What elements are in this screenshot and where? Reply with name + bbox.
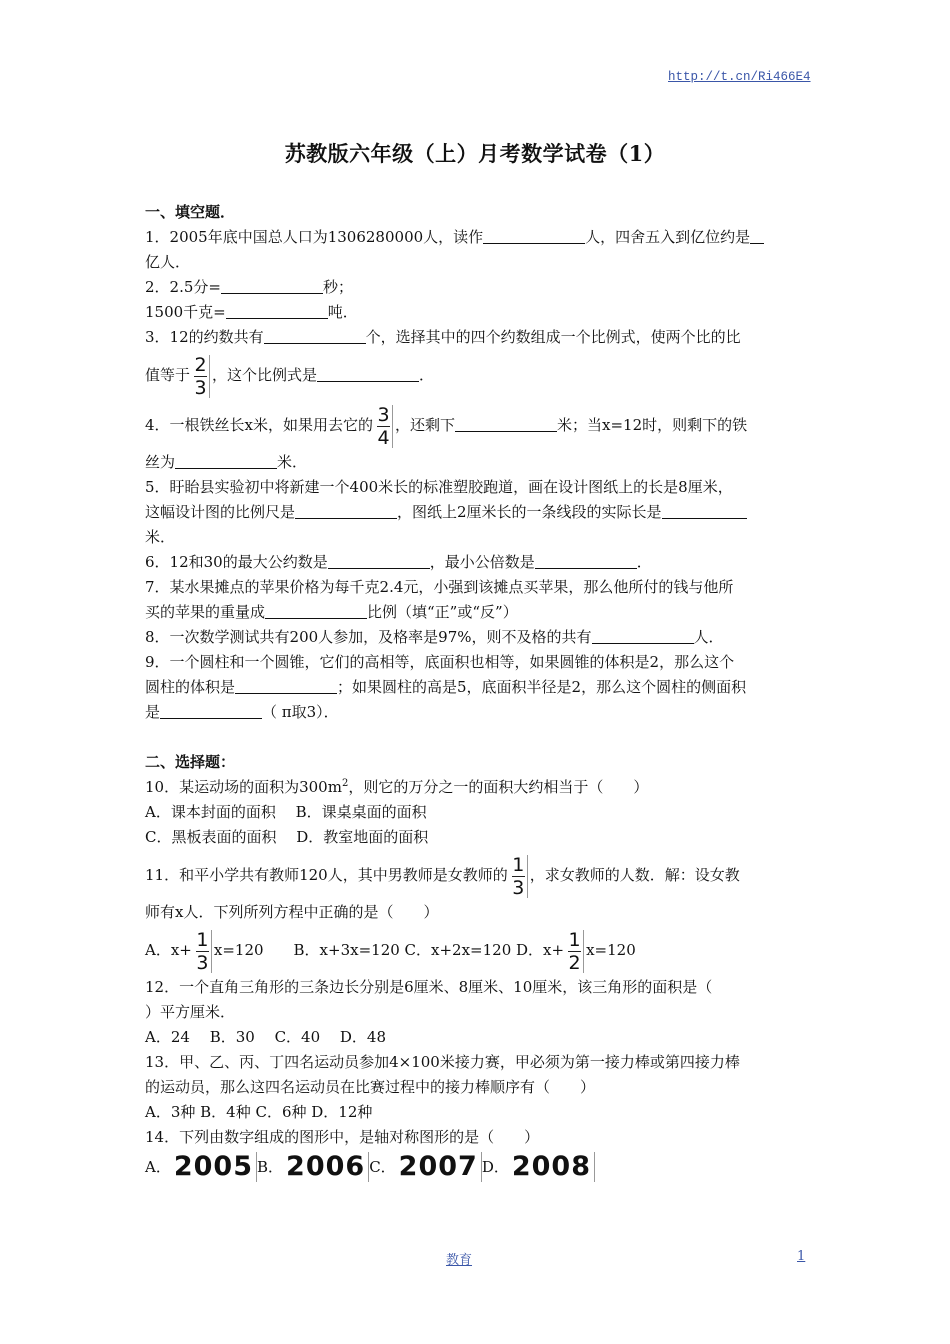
question-12-cont (145, 1000, 810, 1025)
fraction-numerator: 2 (194, 353, 207, 376)
q6-text: ． (636, 553, 652, 571)
q13-text: 13．甲、乙、丙、丁四名运动员参加4×100米接力赛，甲必须为第一接力棒或第四接力棒 (145, 1053, 740, 1071)
q1-text: 1．2005年底中国总人口为1306280000人，读作 (145, 228, 484, 246)
question-4 (145, 400, 810, 450)
number-figure-2006: 2006 (283, 1152, 369, 1182)
q3-text: ． (419, 366, 435, 384)
question-9 (145, 650, 810, 675)
answer-blank[interactable] (317, 364, 419, 382)
question-10-options-ab (145, 800, 810, 825)
q12-text: ）平方厘米． (145, 1003, 236, 1021)
question-11-options (145, 925, 810, 975)
q3-text: 值等于 (145, 366, 191, 384)
q6-text: 6．12和30的最大公约数是 (145, 553, 328, 571)
q5-text: ，图纸上2厘米长的一条线段的实际长是 (397, 503, 662, 521)
exam-content (145, 200, 810, 1184)
answer-blank[interactable] (750, 226, 764, 244)
q6-text: ，最小公倍数是 (429, 553, 535, 571)
answer-blank[interactable] (535, 551, 637, 569)
question-13 (145, 1050, 810, 1075)
q11-text: 师有x人．下列所列方程中正确的是（ ） (145, 903, 439, 921)
q8-text: 8．一次数学测试共有200人参加，及格率是97%，则不及格的共有 (145, 628, 592, 646)
q3-text: 个，选择其中的四个约数组成一个比例式，使两个比的比 (365, 328, 741, 346)
section-heading-multiple-choice: 二、选择题： (145, 753, 236, 771)
footer-link[interactable]: 教育 (446, 1253, 473, 1268)
q11-text: ，求女教师的人数．解：设女教 (529, 866, 740, 884)
question-1-cont (145, 250, 810, 275)
question-14-options (145, 1150, 810, 1184)
fraction-denominator: 4 (377, 426, 390, 449)
question-13-options (145, 1100, 810, 1125)
fraction-numerator: 3 (377, 403, 390, 426)
q1-text: 亿人． (145, 253, 191, 271)
question-11 (145, 850, 810, 900)
number-figure-2007: 2007 (396, 1152, 482, 1182)
answer-blank[interactable] (264, 326, 366, 344)
question-6 (145, 550, 810, 575)
q4-text: 4．一根铁丝长x米，如果用去它的 (145, 416, 374, 434)
question-9-cont2 (145, 700, 810, 725)
q5-text: 这幅设计图的比例尺是 (145, 503, 296, 521)
question-10 (145, 775, 810, 800)
q10-superscript: 2 (341, 778, 349, 789)
answer-blank[interactable] (160, 701, 262, 719)
answer-blank[interactable] (483, 226, 585, 244)
answer-blank[interactable] (221, 276, 323, 294)
q7-text: 7．某水果摊点的苹果价格为每千克2.4元，小强到该摊点买苹果，那么他所付的钱与他所 (145, 578, 734, 596)
page-title: 苏教版六年级（上）月考数学试卷（1） (284, 141, 666, 166)
q11-text: 11．和平小学共有教师120人，其中男教师是女教师的 (145, 866, 508, 884)
q11-option-text: x=120 B．x+3x=120 C．x+2x=120 D．x+ (213, 941, 565, 959)
question-7-cont (145, 600, 810, 625)
question-11-cont (145, 900, 810, 925)
section-heading-fill-blank: 一、填空题． (145, 203, 236, 221)
fraction-one-third (510, 855, 528, 898)
q14-option-label: B． (257, 1158, 284, 1176)
fraction-two-thirds (192, 355, 210, 398)
question-1 (145, 225, 810, 250)
q1-text: 人，四舍五入到亿位约是 (585, 228, 751, 246)
q5-text: 5．盱眙县实验初中将新建一个400米长的标准塑胶跑道，画在设计图纸上的长是8厘米， (145, 478, 733, 496)
question-2-cont (145, 300, 810, 325)
q3-text: ，这个比例式是 (212, 366, 318, 384)
q3-text: 3．12的约数共有 (145, 328, 264, 346)
question-14 (145, 1125, 810, 1150)
fraction-denominator: 2 (568, 951, 581, 974)
q11-option-text: A．x+ (145, 941, 192, 959)
answer-blank[interactable] (455, 414, 557, 432)
question-10-options-cd (145, 825, 810, 850)
q14-option-label: D． (481, 1158, 509, 1176)
q10-text: ，则它的万分之一的面积大约相当于（ ） (348, 778, 649, 796)
fraction-denominator: 3 (194, 376, 207, 399)
q9-text: ；如果圆柱的高是5，底面积半径是2，那么这个圆柱的侧面积 (337, 678, 747, 696)
fraction-denominator: 3 (512, 876, 525, 899)
q8-text: 人． (693, 628, 724, 646)
q2-text: 秒； (322, 278, 353, 296)
q14-text: 14．下列由数字组成的图形中，是轴对称图形的是（ ） (145, 1128, 540, 1146)
q10-text: 10．某运动场的面积为300m (145, 778, 342, 796)
section-spacer (145, 725, 810, 750)
question-2 (145, 275, 810, 300)
answer-blank[interactable] (328, 551, 430, 569)
answer-blank[interactable] (175, 451, 277, 469)
q4-text: 米． (277, 453, 308, 471)
fraction-three-quarters (375, 405, 393, 448)
q13-text: 的运动员，那么这四名运动员在比赛过程中的接力棒顺序有（ ） (145, 1078, 596, 1096)
question-7 (145, 575, 810, 600)
q9-text: 是 (145, 703, 161, 721)
question-3-cont (145, 350, 810, 400)
q12-text: 12．一个直角三角形的三条边长分别是6厘米、8厘米、10厘米，该三角形的面积是（ (145, 978, 713, 996)
answer-blank[interactable] (592, 626, 694, 644)
answer-blank[interactable] (226, 301, 328, 319)
q14-option-label: C． (369, 1158, 396, 1176)
q10-options: C．黑板表面的面积 D．教室地面的面积 (145, 828, 429, 846)
answer-blank[interactable] (265, 601, 367, 619)
header-link[interactable]: http://t.cn/Ri466E4 (668, 70, 811, 84)
question-5 (145, 475, 810, 500)
fraction-numerator: 1 (196, 928, 209, 951)
question-3 (145, 325, 810, 350)
q4-text: 丝为 (145, 453, 176, 471)
page-number: 1 (797, 1249, 806, 1264)
q2-text: 1500千克= (145, 303, 226, 321)
q2-text: 吨． (327, 303, 358, 321)
q5-text: 米． (145, 528, 176, 546)
fraction-one-half (566, 930, 584, 973)
fraction-numerator: 1 (568, 928, 581, 951)
question-4-cont (145, 450, 810, 475)
question-13-cont (145, 1075, 810, 1100)
fraction-one-third (194, 930, 212, 973)
question-12 (145, 975, 810, 1000)
number-figure-2008: 2008 (509, 1152, 595, 1182)
q10-options: A．课本封面的面积 B．课桌桌面的面积 (145, 803, 427, 821)
answer-blank[interactable] (235, 676, 337, 694)
q2-text: 2．2.5分= (145, 278, 221, 296)
q4-text: 米；当x=12时，则剩下的铁 (557, 416, 748, 434)
q9-text: 圆柱的体积是 (145, 678, 236, 696)
fraction-numerator: 1 (512, 853, 525, 876)
q9-text: （ π取3）． (262, 703, 339, 721)
q4-text: ，还剩下 (395, 416, 456, 434)
q13-options: A．3种 B．4种 C．6种 D．12种 (145, 1103, 373, 1121)
answer-blank[interactable] (662, 501, 747, 519)
number-figure-2005: 2005 (171, 1152, 257, 1182)
question-5-cont2 (145, 525, 810, 550)
fraction-denominator: 3 (196, 951, 209, 974)
question-12-options (145, 1025, 810, 1050)
q7-text: 比例（填“正”或“反”） (367, 603, 518, 621)
question-8 (145, 625, 810, 650)
q14-option-label: A． (145, 1158, 171, 1176)
q11-option-text: x=120 (586, 941, 636, 959)
q7-text: 买的苹果的重量成 (145, 603, 266, 621)
q12-options: A．24 B．30 C．40 D．48 (145, 1028, 387, 1046)
q9-text: 9．一个圆柱和一个圆锥，它们的高相等，底面积也相等，如果圆锥的体积是2，那么这个 (145, 653, 735, 671)
answer-blank[interactable] (295, 501, 397, 519)
question-5-cont (145, 500, 810, 525)
question-9-cont (145, 675, 810, 700)
